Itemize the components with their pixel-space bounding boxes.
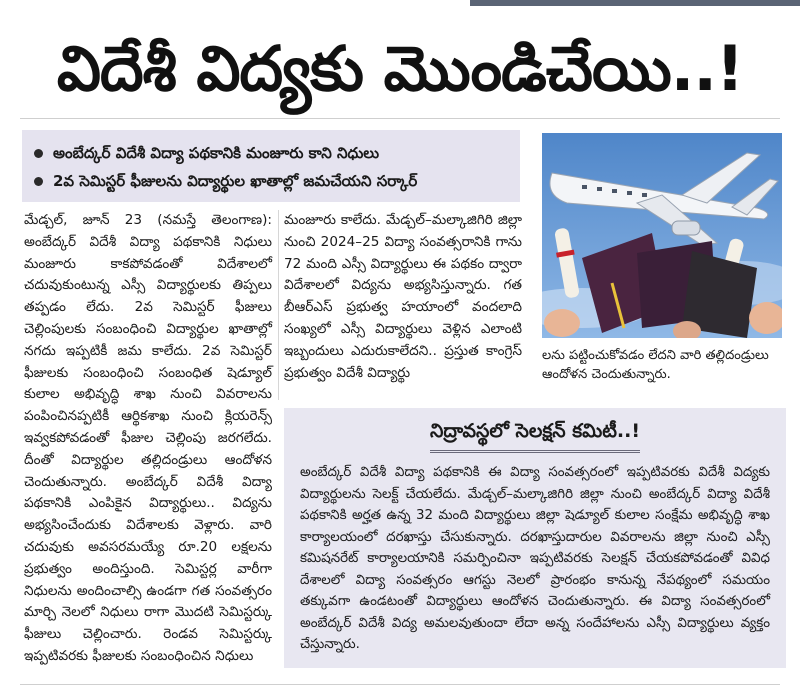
article-column-1	[24, 210, 272, 668]
bottom-rule	[20, 684, 780, 685]
top-stripe	[470, 0, 800, 6]
bullet-icon	[34, 149, 43, 158]
headline-rule	[20, 118, 780, 119]
article-photo	[542, 133, 782, 338]
photo-caption: లను పట్టించుకోవడం లేదని వారి తల్లిదండ్రులు ఆందోళన చెందుతున్నారు.	[542, 348, 769, 382]
airplane-illustration	[542, 133, 782, 338]
subhead-1-text: అంబేద్కర్ విదేశీ విద్యా పథకానికి మంజూరు కాని నిధులు	[53, 144, 380, 162]
bullet-icon	[34, 177, 43, 186]
sidebar-box-body: అంబేద్కర్ విదేశీ విద్యా పథకానికి ఈ విద్యా సంవత్సరంలో ఇప్పటివరకు విదేశీ విద్యకు విద్యార్థులను సెలక్ట్ చేయలేదు. మేడ్చల్–మల్కాజిగిరి జిల్లా నుంచి అంబేద్కర్ విద్యా విదేశీ పథకానికి అర్హత ఉన్న 32 మంది విద్యార్థులు జిల్లా షెడ్యూల్ కులాల సంక్షేమ అభివృద్ధి శాఖ కార్యాలయంలో దరఖాస్తు చేసుకున్నారు. దరఖాస్తుదారుల వివరాలను జిల్లా నుంచి ఎస్సీ కమిషనరేట్ కార్యాలయానికి సమర్పించినా ఇప్పటివరకు సెలక్షన్ చేయకపోవడంతో వివిధ దేశాలలో విద్యా సంవత్సరం ఆగస్టు నెలలో ప్రారంభం కానున్న నేపథ్యంలో సమయం తక్కువగా ఉండటంతో విద్యార్థులు ఆందోళన చెందుతున్నారు. ఈ విద్యా సంవత్సరంలో అంబేద్కర్ విదేశీ విద్య అమలవుతుందా లేదా అన్న సందేహాలను ఎస్సీ విద్యార్థులు వ్యక్తం చేస్తున్నారు.	[300, 465, 770, 652]
subhead-2-text: 2వ సెమిస్టర్ ఫీజులను విద్యార్థుల ఖాతాల్లో జమచేయని సర్కార్	[53, 172, 418, 190]
top-bar	[0, 0, 800, 8]
subhead-1	[34, 142, 379, 164]
sidebar-box	[284, 408, 786, 668]
subhead-2	[34, 170, 417, 192]
column-divider	[278, 210, 279, 400]
headline: విదేశీ విద్యకు మొండిచేయి..!	[56, 32, 744, 105]
article-column-2	[284, 210, 522, 384]
article-paragraph: మంజూరు కాలేదు. మేడ్చల్–మల్కాజిగిరి జిల్లా నుంచి 2024–25 విద్యా సంవత్సరానికి గాను 72 మంది ఎస్సీ విద్యార్థులు ఈ పథకం ద్వారా విదేశాలలో విద్యను అభ్యసిస్తున్నారు. గత బీఆర్ఎస్ ప్రభుత్వ హయాంలో వందలాది సంఖ్యలో ఎస్సీ విద్యార్థులు వెళ్లిన ఎలాంటి ఇబ్బందులు ఎదురుకాలేదని.. ప్రస్తుత కాంగ్రెస్ ప్రభుత్వం విదేశీ విద్యార్థు	[284, 212, 522, 381]
article-paragraph: మేడ్చల్, జూన్ 23 (నమస్తే తెలంగాణ): అంబేద్కర్ విదేశీ విద్యా పథకానికి నిధులు మంజూరు కాకపోవడంతో విదేశాలలో చదువుకుంటున్న ఎస్సీ విద్యార్థులకు తిప్పలు తప్పడం లేదు. 2వ సెమిస్టర్ ఫీజులు చెల్లింపులకు సంబంధించి విద్యార్థుల ఖాతాల్లో నగదు ఇప్పటికీ జమ కాలేదు. 2వ సెమిస్టర్ ఫీజులకు సంబంధించి సంబంధిత షెడ్యూల్ కులాల అభివృద్ధి శాఖ నుంచి వివరాలను పంపించినప్పటికీ ఆర్థికశాఖ నుంచి క్లియరెన్స్ ఇవ్వకపోవడంతో ఫీజుల చెల్లింపు జరగలేదు. దీంతో విద్యార్థుల తల్లిదండ్రులు ఆందోళన చెందుతున్నారు. అంబేద్కర్ విదేశీ విద్యా పథకానికి ఎంపికైన విద్యార్థులు.. విద్యను అభ్యసించేందుకు విదేశాలకు వెళ్లారు. వారి చదువుకు అవసరమయ్యే రూ.20 లక్షలను ప్రభుత్వం అందిస్తుంది. సెమిస్టర్ల వారీగా నిధులను అందించాల్సి ఉండగా గత సంవత్సరం మార్చి నెలలో నిధులు రాగా మొదటి సెమిస్టర్కు ఫీజులు చెల్లించారు. రెండవ సెమిస్టర్కు ఇప్పటివరకు ఫీజులకు సంబంధించిన నిధులు	[24, 212, 272, 664]
sidebar-box-title-text: నిద్రావస్థలో సెలక్షన్ కమిటీ..!	[430, 420, 640, 453]
subheads-box	[22, 130, 520, 202]
sidebar-box-title	[284, 420, 786, 453]
